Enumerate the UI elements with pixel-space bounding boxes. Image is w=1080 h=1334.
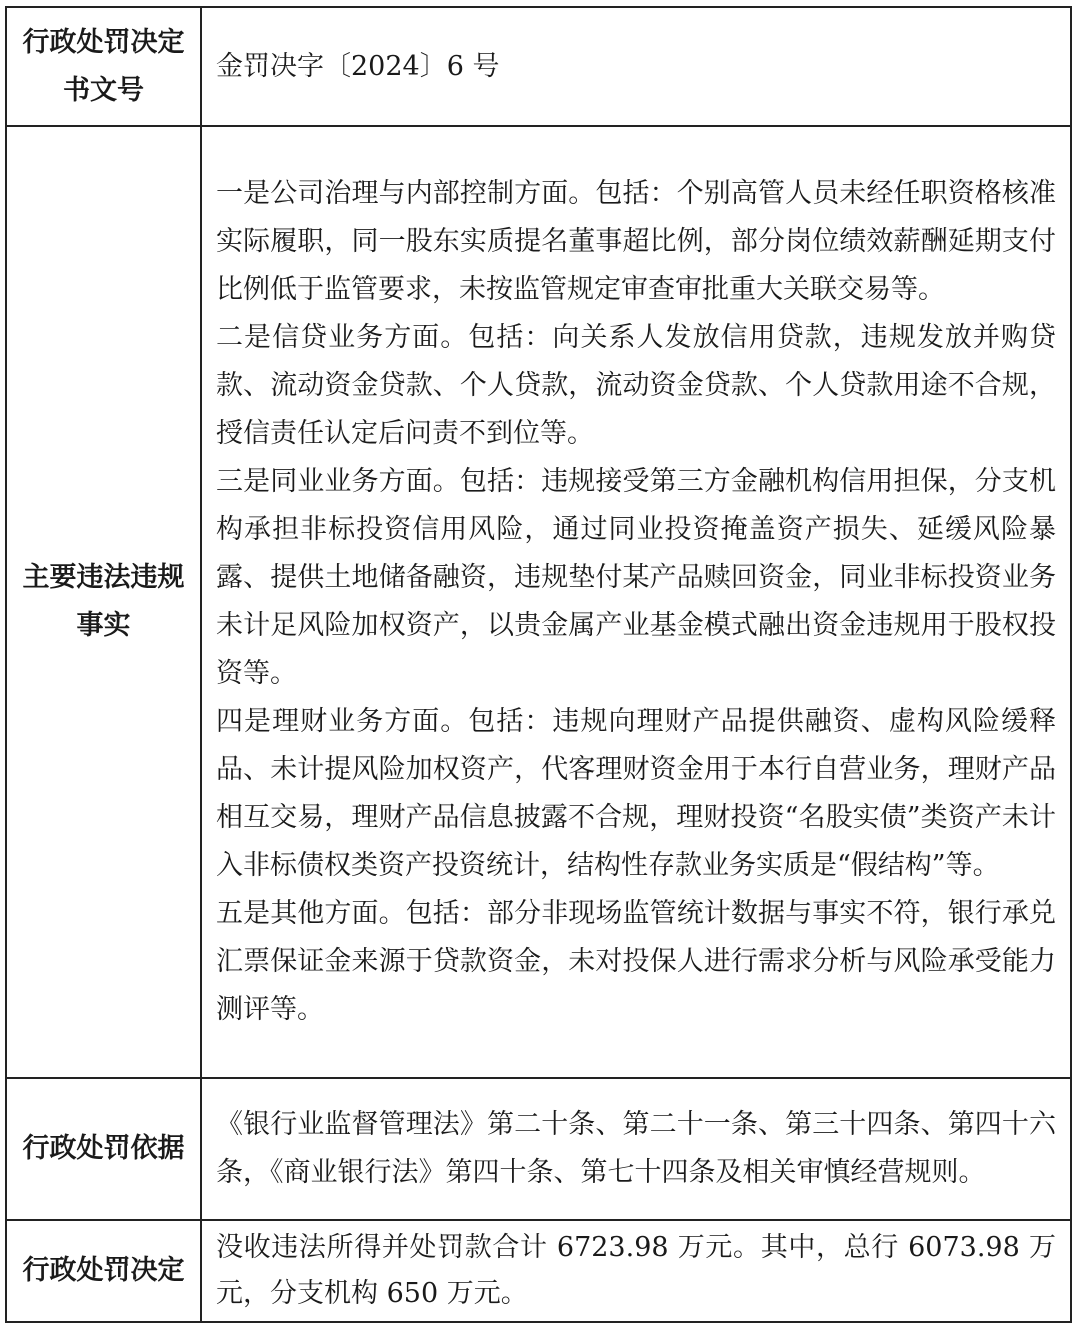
decision-number-text: 金罚决字〔2024〕6 号 xyxy=(216,50,500,82)
row-penalty-basis xyxy=(6,1078,1071,1220)
content-violation-facts xyxy=(201,126,1071,1078)
penalty-basis-text: 《银行业监督管理法》第二十条、第二十一条、第三十四条、第四十六条，《商业银行法》第四十条、第七十四条及相关审慎经营规则。 xyxy=(216,1109,1056,1188)
penalty-decision-text: 没收违法所得并处罚款合计 6723.98 万元。其中，总行 6073.98 万元，分支机构 650 万元。 xyxy=(216,1232,1056,1309)
facts-paragraph-interbank: 三是同业业务方面。包括：违规接受第三方金融机构信用担保，分支机构承担非标投资信用风险，通过同业投资掩盖资产损失、延缓风险暴露、提供土地储备融资，违规垫付某产品赎回资金，同业非标投资业务未计足风险加权资产，以贵金属产业基金模式融出资金违规用于股权投资等。 xyxy=(216,466,1056,689)
facts-paragraph-wealth-management: 四是理财业务方面。包括：违规向理财产品提供融资、虚构风险缓释品、未计提风险加权资产，代客理财资金用于本行自营业务，理财产品相互交易，理财产品信息披露不合规，理财投资“名股实债”类资产未计入非标债权类资产投资统计，结构性存款业务实质是“假结构”等。 xyxy=(216,706,1056,881)
penalty-info-table xyxy=(5,6,1072,1323)
label-penalty-decision: 行政处罚决定 xyxy=(6,1220,201,1322)
facts-paragraph-governance: 一是公司治理与内部控制方面。包括：个别高管人员未经任职资格核准实际履职，同一股东实质提名董事超比例，部分岗位绩效薪酬延期支付比例低于监管要求，未按监管规定审查审批重大关联交易等。 xyxy=(216,178,1056,305)
content-penalty-decision xyxy=(201,1220,1071,1322)
content-decision-number xyxy=(201,7,1071,126)
label-violation-facts: 主要违法违规事实 xyxy=(6,126,201,1078)
label-penalty-basis: 行政处罚依据 xyxy=(6,1078,201,1220)
facts-paragraph-other: 五是其他方面。包括：部分非现场监管统计数据与事实不符，银行承兑汇票保证金来源于贷款资金，未对投保人进行需求分析与风险承受能力测评等。 xyxy=(216,898,1056,1025)
row-violation-facts xyxy=(6,126,1071,1078)
row-penalty-decision xyxy=(6,1220,1071,1322)
label-decision-number: 行政处罚决定书文号 xyxy=(6,7,201,126)
row-decision-number xyxy=(6,7,1071,126)
facts-paragraph-credit: 二是信贷业务方面。包括：向关系人发放信用贷款，违规发放并购贷款、流动资金贷款、个人贷款，流动资金贷款、个人贷款用途不合规，授信责任认定后问责不到位等。 xyxy=(216,322,1056,449)
content-penalty-basis xyxy=(201,1078,1071,1220)
